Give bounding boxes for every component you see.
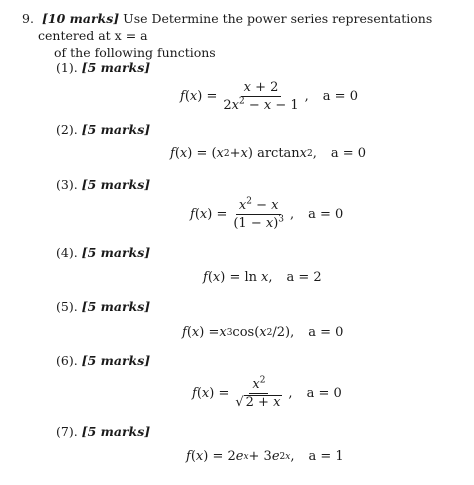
question-header bbox=[22, 10, 458, 61]
question-text-line1: Use Determine the power series representations centered at x = a bbox=[38, 11, 433, 43]
part-1-label: (1). [5 marks] bbox=[56, 60, 151, 75]
fraction: $\frac{x + 2}{2x^2 - x - 1}$ bbox=[223, 80, 299, 113]
formula-6: f ( x ) = $x^2$ √ 2 + x , a = 0 bbox=[192, 375, 342, 410]
formula-3: f ( x ) = $\frac{x^2 - x}{(1 - x)^3}$ , a = 0 bbox=[190, 196, 344, 231]
formula-1: f ( x ) = $\frac{x + 2}{2x^2 - x - 1}$ , a = 0 bbox=[180, 80, 358, 113]
center-value: a = 0 bbox=[308, 325, 344, 340]
formula-5: f ( x ) = x 3 cos( x 2 /2), a = 0 bbox=[182, 325, 344, 340]
formula-2: f ( x ) = ( x 2 + x ) arctan x 2 , a = 0 bbox=[170, 146, 367, 161]
center-value: a = 1 bbox=[308, 449, 344, 464]
formula-7: f ( x ) = 2 e x + 3 e 2x , a = 1 bbox=[186, 449, 344, 464]
center-value: a = 0 bbox=[322, 89, 358, 104]
center-value: a = 0 bbox=[306, 386, 342, 401]
sqrt: √ 2 + x bbox=[235, 395, 281, 410]
part-7-label: (7). [5 marks] bbox=[56, 424, 151, 439]
center-value: a = 0 bbox=[308, 207, 344, 222]
question-text-line2: of the following functions bbox=[54, 45, 216, 60]
question-marks: [10 marks] bbox=[41, 11, 120, 26]
fraction: $x^2$ √ 2 + x bbox=[235, 375, 281, 410]
center-value: a = 0 bbox=[330, 146, 367, 161]
part-3-label: (3). [5 marks] bbox=[56, 177, 151, 192]
part-4-label: (4). [5 marks] bbox=[56, 245, 151, 260]
fraction: $\frac{x^2 - x}{(1 - x)^3}$ bbox=[233, 196, 284, 231]
part-2-label: (2). [5 marks] bbox=[56, 122, 151, 137]
center-value: a = 2 bbox=[286, 270, 322, 285]
formula-4: f ( x ) = ln x , a = 2 bbox=[203, 270, 322, 285]
part-6-label: (6). [5 marks] bbox=[56, 353, 151, 368]
question-number: 9. bbox=[22, 11, 34, 26]
part-5-label: (5). [5 marks] bbox=[56, 299, 151, 314]
